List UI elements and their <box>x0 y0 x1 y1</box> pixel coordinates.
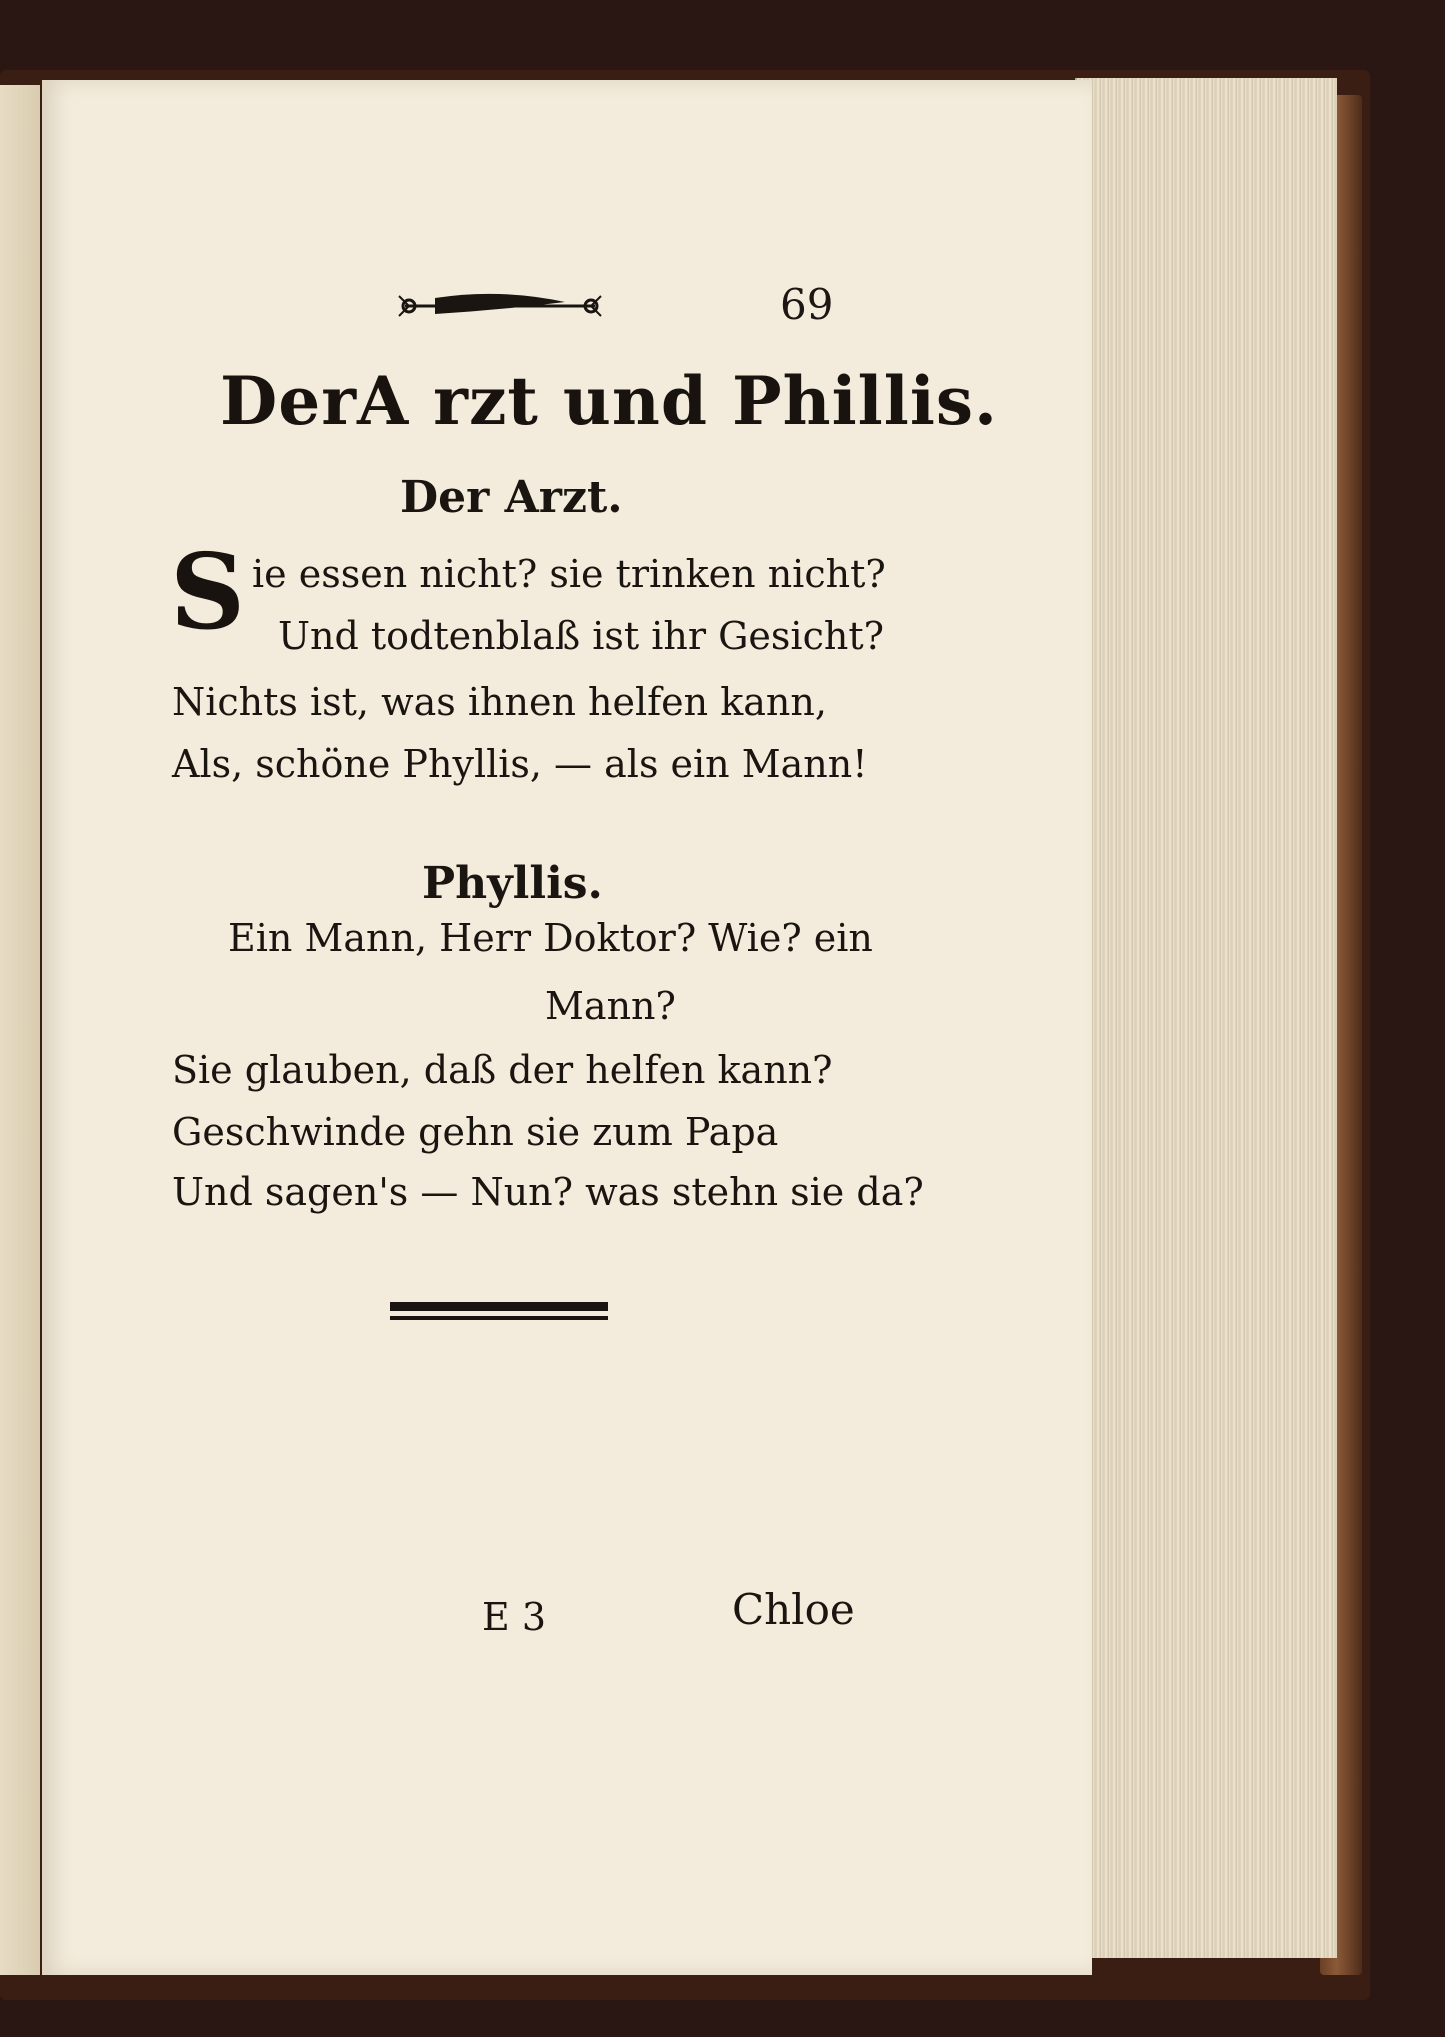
speaker-phyllis: Phyllis. <box>422 858 603 909</box>
verse-line-4: Als, schöne Phyllis, — als ein Mann! <box>172 742 868 786</box>
drop-capital: S <box>170 530 246 653</box>
verse-line-2: Und todtenblaß ist ihr Gesicht? <box>278 614 884 658</box>
header-ornament <box>395 288 605 324</box>
verse-line-7: Geschwinde gehn sie zum Papa <box>172 1110 779 1154</box>
left-page-edge <box>0 85 40 1975</box>
verse-line-5: Ein Mann, Herr Doktor? Wie? ein <box>228 916 873 960</box>
speaker-arzt: Der Arzt. <box>400 472 623 523</box>
verse-line-1: ie essen nicht? sie trinken nicht? <box>252 552 886 596</box>
verse-line-6: Sie glauben, daß der helfen kann? <box>172 1048 833 1092</box>
signature-mark: E 3 <box>482 1595 546 1639</box>
catchword: Chloe <box>732 1585 855 1634</box>
page-edges <box>1075 78 1337 1958</box>
verse-line-8: Und sagen's — Nun? was stehn sie da? <box>172 1170 924 1214</box>
verse-line-5-continued: Mann? <box>545 984 676 1028</box>
poem-title: DerA rzt und Phillis. <box>220 362 999 440</box>
verse-line-3: Nichts ist, was ihnen helfen kann, <box>172 680 827 724</box>
page-number: 69 <box>780 280 834 329</box>
closing-rule <box>390 1300 608 1324</box>
